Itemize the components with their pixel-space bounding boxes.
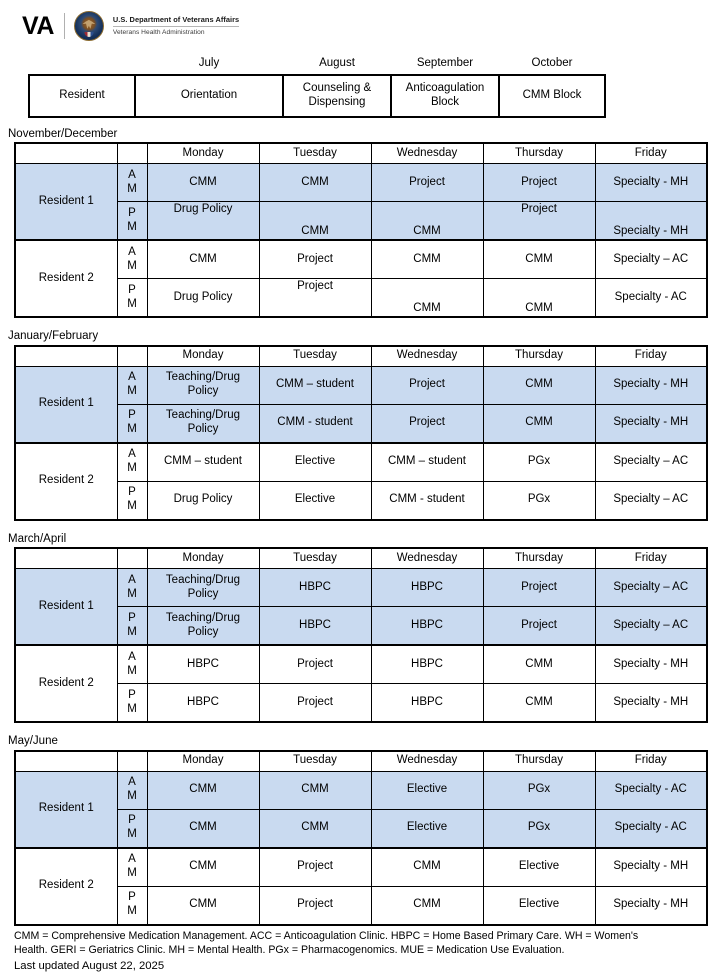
am-label-cell xyxy=(117,366,147,404)
block-month-august: August xyxy=(319,57,355,70)
title-rule xyxy=(113,26,239,27)
block-month-october: October xyxy=(531,57,573,70)
schedule-cell-pm: CMM xyxy=(483,684,595,723)
header-day-thursday: Thursday xyxy=(483,346,595,367)
resident-pm-row xyxy=(15,809,707,848)
day-header-row xyxy=(15,143,707,164)
pm-letter-m: M xyxy=(127,905,137,917)
header-day-tuesday: Tuesday xyxy=(259,548,371,569)
am-label-cell xyxy=(117,569,147,607)
schedule-cell-pm: CMM xyxy=(371,279,483,318)
header-blank-resident xyxy=(15,751,117,772)
schedule-cell-am: Specialty - MH xyxy=(595,164,707,202)
schedule-cell-am: CMM xyxy=(147,848,259,887)
header-blank-ampm xyxy=(117,143,147,164)
block-label-resident: Resident xyxy=(29,75,135,117)
header-day-tuesday: Tuesday xyxy=(259,346,371,367)
resident-pm-row xyxy=(15,404,707,443)
am-letter-m: M xyxy=(127,664,137,677)
am-label-cell xyxy=(117,164,147,202)
schedule-cell-pm: Elective xyxy=(483,886,595,925)
footnote-line-2: Health. GERI = Geriatrics Clinic. MH = Mental Health. PGx = Pharmacogenomics. MUE = Medication Use Evaluation. xyxy=(14,943,565,956)
schedule-cell-am: CMM xyxy=(483,240,595,279)
header-day-wednesday: Wednesday xyxy=(371,143,483,164)
am-label-cell xyxy=(117,848,147,887)
header-day-tuesday: Tuesday xyxy=(259,751,371,772)
pm-letter-p: P xyxy=(128,486,136,499)
header-day-friday: Friday xyxy=(595,143,707,164)
schedule-section xyxy=(0,329,720,520)
am-letter-m: M xyxy=(127,259,137,272)
va-seal-icon xyxy=(74,11,104,41)
pm-letter-p: P xyxy=(128,891,136,904)
schedule-cell-pm: Drug Policy xyxy=(147,279,259,318)
schedule-cell-am: Specialty - MH xyxy=(595,848,707,887)
am-letter-a: A xyxy=(128,650,136,663)
day-header-row xyxy=(15,548,707,569)
abbreviations-footnote xyxy=(0,929,714,957)
schedule-cell-pm: Specialty - AC xyxy=(595,279,707,318)
schedule-cell-am: CMM xyxy=(147,771,259,809)
schedule-cell-pm: CMM xyxy=(259,202,371,241)
pm-label-cell xyxy=(117,202,147,241)
block-month-header-row xyxy=(29,54,605,75)
resident-am-row xyxy=(15,771,707,809)
week-table-wrapper xyxy=(0,750,720,926)
pm-label-cell xyxy=(117,279,147,318)
va-title-group xyxy=(113,15,239,38)
resident-pm-row xyxy=(15,886,707,925)
resident-am-row xyxy=(15,848,707,887)
weekly-schedule-table xyxy=(14,142,708,318)
weekly-schedule-sections xyxy=(0,127,720,926)
section-title: March/April xyxy=(8,532,67,545)
am-letter-m: M xyxy=(127,385,137,398)
pm-label-cell xyxy=(117,481,147,520)
block-month-september: September xyxy=(416,57,474,70)
am-letter-a: A xyxy=(128,448,136,461)
schedule-cell-pm: Drug Policy xyxy=(147,481,259,520)
resident-pm-row xyxy=(15,481,707,520)
resident-name-cell: Resident 1 xyxy=(15,569,117,646)
schedule-cell-am: CMM xyxy=(483,645,595,684)
resident-name-cell: Resident 2 xyxy=(15,645,117,722)
schedule-cell-am: HBPC xyxy=(259,569,371,607)
schedule-cell-pm: CMM xyxy=(483,279,595,318)
header-day-monday: Monday xyxy=(147,548,259,569)
pm-letter-p: P xyxy=(128,207,136,220)
schedule-cell-pm: Drug Policy xyxy=(147,202,259,241)
schedule-cell-pm: Project xyxy=(371,404,483,443)
schedule-cell-am: Specialty - MH xyxy=(595,366,707,404)
am-label-cell xyxy=(117,240,147,279)
schedule-cell-am: Specialty – AC xyxy=(595,240,707,279)
block-cell-counseling-dispensing: Counseling & Dispensing xyxy=(283,75,391,117)
day-header-row xyxy=(15,751,707,772)
last-updated-text: Last updated August 22, 2025 xyxy=(14,959,165,972)
resident-name-cell: Resident 1 xyxy=(15,366,117,443)
schedule-cell-pm: Specialty - MH xyxy=(595,202,707,241)
schedule-cell-am: Project xyxy=(371,366,483,404)
week-table-wrapper xyxy=(0,345,720,521)
am-letter-m: M xyxy=(127,867,137,879)
resident-am-row xyxy=(15,443,707,482)
pm-letter-m: M xyxy=(127,297,137,310)
resident-am-row xyxy=(15,645,707,684)
day-header-row xyxy=(15,346,707,367)
section-title: May/June xyxy=(8,735,58,748)
resident-name-cell: Resident 2 xyxy=(15,240,117,317)
va-wordmark: VA xyxy=(22,11,54,40)
weekly-schedule-table xyxy=(14,547,708,723)
va-branding-header xyxy=(0,0,720,44)
schedule-cell-pm: Specialty - MH xyxy=(595,886,707,925)
section-title: January/February xyxy=(8,330,99,343)
am-letter-a: A xyxy=(128,573,136,586)
header-blank-ampm xyxy=(117,346,147,367)
schedule-cell-am: CMM xyxy=(259,164,371,202)
schedule-cell-pm: Specialty – AC xyxy=(595,481,707,520)
schedule-cell-am: PGx xyxy=(483,443,595,482)
schedule-cell-pm: CMM - student xyxy=(371,481,483,520)
am-letter-a: A xyxy=(128,246,136,259)
resident-am-row xyxy=(15,569,707,607)
schedule-cell-pm: Specialty – AC xyxy=(595,607,707,646)
pm-letter-p: P xyxy=(128,814,136,827)
header-day-wednesday: Wednesday xyxy=(371,548,483,569)
schedule-cell-pm: HBPC xyxy=(371,607,483,646)
am-label-cell xyxy=(117,645,147,684)
header-blank-resident xyxy=(15,346,117,367)
am-letter-m: M xyxy=(127,182,137,195)
schedule-cell-am: CMM xyxy=(147,240,259,279)
header-blank-ampm xyxy=(117,548,147,569)
pm-letter-p: P xyxy=(128,409,136,422)
block-schedule-section xyxy=(0,54,720,118)
schedule-cell-am: Elective xyxy=(371,771,483,809)
schedule-cell-am: Teaching/Drug Policy xyxy=(147,569,259,607)
schedule-cell-pm: Teaching/Drug Policy xyxy=(147,607,259,646)
schedule-cell-pm: HBPC xyxy=(371,684,483,723)
schedule-cell-pm: HBPC xyxy=(259,607,371,646)
pm-letter-m: M xyxy=(127,625,137,638)
am-letter-m: M xyxy=(127,462,137,475)
block-cell-orientation: Orientation xyxy=(135,75,283,117)
schedule-cell-am: CMM xyxy=(371,240,483,279)
block-cell-cmm: CMM Block xyxy=(499,75,605,117)
schedule-cell-am: CMM – student xyxy=(147,443,259,482)
am-label-cell xyxy=(117,443,147,482)
am-letter-a: A xyxy=(128,169,136,182)
header-day-thursday: Thursday xyxy=(483,548,595,569)
header-day-wednesday: Wednesday xyxy=(371,751,483,772)
header-blank-resident xyxy=(15,143,117,164)
pm-letter-p: P xyxy=(128,284,136,297)
schedule-cell-pm: Specialty - AC xyxy=(595,809,707,848)
block-schedule-table xyxy=(28,54,606,118)
header-blank-resident xyxy=(15,548,117,569)
header-day-monday: Monday xyxy=(147,751,259,772)
schedule-cell-pm: HBPC xyxy=(147,684,259,723)
pm-label-cell xyxy=(117,809,147,848)
schedule-cell-pm: Project xyxy=(483,607,595,646)
schedule-cell-am: CMM xyxy=(259,771,371,809)
pm-letter-p: P xyxy=(128,611,136,624)
am-letter-m: M xyxy=(127,587,137,600)
schedule-cell-pm: Project xyxy=(259,886,371,925)
schedule-cell-pm: Specialty - MH xyxy=(595,684,707,723)
pm-letter-m: M xyxy=(127,702,137,715)
schedule-cell-am: Specialty - MH xyxy=(595,645,707,684)
am-letter-a: A xyxy=(128,776,136,789)
block-month-0 xyxy=(29,54,135,75)
schedule-cell-am: CMM xyxy=(147,164,259,202)
resident-name-cell: Resident 2 xyxy=(15,443,117,520)
schedule-cell-am: Project xyxy=(259,240,371,279)
schedule-section xyxy=(0,127,720,318)
header-day-monday: Monday xyxy=(147,143,259,164)
block-month-july: July xyxy=(198,57,220,70)
schedule-cell-pm: Project xyxy=(259,684,371,723)
schedule-cell-am: HBPC xyxy=(371,569,483,607)
schedule-cell-am: Project xyxy=(483,569,595,607)
schedule-cell-am: CMM xyxy=(371,848,483,887)
footnote-line-1: CMM = Comprehensive Medication Management. ACC = Anticoagulation Clinic. HBPC = Home Based Primary Care. WH = Women's xyxy=(14,929,639,942)
schedule-cell-am: Project xyxy=(483,164,595,202)
schedule-cell-am: Elective xyxy=(483,848,595,887)
schedule-cell-am: HBPC xyxy=(147,645,259,684)
schedule-cell-pm: CMM xyxy=(147,809,259,848)
schedule-cell-pm: Specialty - MH xyxy=(595,404,707,443)
pm-label-cell xyxy=(117,684,147,723)
resident-am-row xyxy=(15,164,707,202)
block-cell-anticoagulation: Anticoagulation Block xyxy=(391,75,499,117)
schedule-cell-am: CMM xyxy=(483,366,595,404)
pm-letter-p: P xyxy=(128,688,136,701)
am-letter-m: M xyxy=(127,790,137,802)
schedule-cell-am: CMM – student xyxy=(259,366,371,404)
section-title: November/December xyxy=(8,128,118,140)
resident-name-cell: Resident 2 xyxy=(15,848,117,925)
weekly-schedule-table xyxy=(14,750,708,926)
resident-pm-row xyxy=(15,202,707,241)
header-day-wednesday: Wednesday xyxy=(371,346,483,367)
resident-pm-row xyxy=(15,684,707,723)
pm-letter-m: M xyxy=(127,828,137,840)
header-divider xyxy=(64,13,65,39)
weekly-schedule-table xyxy=(14,345,708,521)
pm-letter-m: M xyxy=(127,423,137,436)
schedule-cell-pm: CMM xyxy=(483,404,595,443)
header-day-thursday: Thursday xyxy=(483,751,595,772)
resident-name-cell: Resident 1 xyxy=(15,771,117,848)
schedule-cell-pm: CMM xyxy=(371,886,483,925)
schedule-cell-am: Project xyxy=(371,164,483,202)
schedule-cell-am: HBPC xyxy=(371,645,483,684)
week-table-wrapper xyxy=(0,547,720,723)
am-letter-a: A xyxy=(128,853,136,866)
schedule-cell-pm: PGx xyxy=(483,809,595,848)
resident-am-row xyxy=(15,366,707,404)
schedule-cell-pm: PGx xyxy=(483,481,595,520)
header-day-thursday: Thursday xyxy=(483,143,595,164)
pm-label-cell xyxy=(117,404,147,443)
header-day-friday: Friday xyxy=(595,346,707,367)
schedule-cell-am: Project xyxy=(259,848,371,887)
resident-pm-row xyxy=(15,607,707,646)
schedule-cell-pm: Elective xyxy=(259,481,371,520)
department-name: U.S. Department of Veterans Affairs xyxy=(112,14,240,24)
resident-name-cell: Resident 1 xyxy=(15,164,117,241)
schedule-section xyxy=(0,532,720,723)
schedule-cell-am: Specialty – AC xyxy=(595,443,707,482)
schedule-cell-am: CMM – student xyxy=(371,443,483,482)
header-day-tuesday: Tuesday xyxy=(259,143,371,164)
schedule-cell-pm: CMM xyxy=(147,886,259,925)
schedule-cell-pm: Elective xyxy=(371,809,483,848)
schedule-cell-am: Specialty - AC xyxy=(595,771,707,809)
header-day-monday: Monday xyxy=(147,346,259,367)
am-label-cell xyxy=(117,771,147,809)
administration-name: Veterans Health Administration xyxy=(112,29,205,37)
resident-pm-row xyxy=(15,279,707,318)
header-blank-ampm xyxy=(117,751,147,772)
schedule-cell-am: Specialty – AC xyxy=(595,569,707,607)
pm-label-cell xyxy=(117,886,147,925)
block-schedule-row xyxy=(29,75,605,117)
pm-letter-m: M xyxy=(127,500,137,513)
am-letter-a: A xyxy=(128,371,136,384)
pm-letter-m: M xyxy=(127,220,137,233)
schedule-cell-pm: CMM - student xyxy=(259,404,371,443)
schedule-cell-pm: CMM xyxy=(371,202,483,241)
schedule-cell-am: Teaching/Drug Policy xyxy=(147,366,259,404)
week-table-wrapper xyxy=(0,142,720,318)
resident-am-row xyxy=(15,240,707,279)
schedule-cell-pm: CMM xyxy=(259,809,371,848)
schedule-cell-pm: Teaching/Drug Policy xyxy=(147,404,259,443)
schedule-cell-pm: Project xyxy=(483,202,595,241)
schedule-cell-am: PGx xyxy=(483,771,595,809)
schedule-section xyxy=(0,734,720,925)
schedule-cell-am: Project xyxy=(259,645,371,684)
header-day-friday: Friday xyxy=(595,751,707,772)
schedule-cell-am: Elective xyxy=(259,443,371,482)
pm-label-cell xyxy=(117,607,147,646)
schedule-cell-pm: Project xyxy=(259,279,371,318)
header-day-friday: Friday xyxy=(595,548,707,569)
